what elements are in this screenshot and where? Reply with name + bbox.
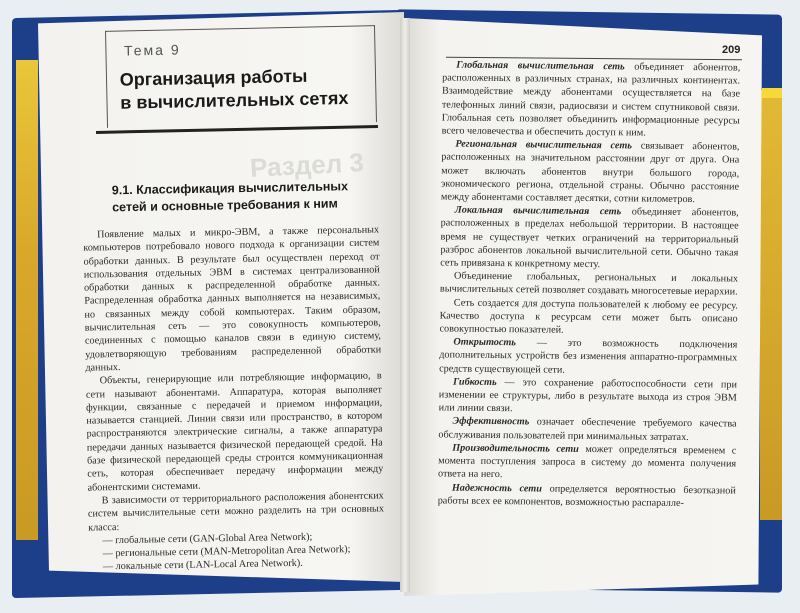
term: Региональная вычислительная сеть — [455, 138, 632, 152]
paragraph-text: объединяет абонентов, расположенных в различных странах, на различных континентах. Взаимодействие между абонентами осуществляется на базе телефонных линий связи, радиосвязи и систем спутниковой связи. Глобальная сеть позволяет объединить информационные ресурсы всего человечества и обеспечить доступ к ним. — [441, 61, 741, 139]
paragraph: Появление малых и микро-ЭВМ, а также персональных компьютеров потребовало нового подхода к организации систем обработки данных. В результате был осуществлен переход от использования отдельных ЭВМ в системах централизованной обработки данных к распределенной обработке данных. Распределенная обработка данных выполняется на независимых, но связанных между собой компьютерах. Таким образом, вычислительная сеть — это совокупность компьютеров, соединенных с помощью каналов связи в единую систему, удовлетворяющую требованиям распределенной обработки данных. — [83, 224, 382, 374]
term: Надежность сети — [451, 482, 542, 495]
paragraph: В зависимости от территориального расположения абонентских систем вычислительные сети можно разделить на три основных класса: — [87, 490, 385, 534]
paragraph-text: связывает абонентов, расположенных на значительном расстоянии друг от друга. Она может включать абонентов внутри большого города, экономического региона, отдельной страны. Обычно расстояние между абонентами составляет десятки, сотни километров. — [440, 140, 740, 206]
right-page-body — [438, 58, 741, 510]
page-number: 209 — [722, 44, 741, 56]
term: Производительность сети — [452, 442, 579, 455]
paragraph: Объекты, генерирующие или потребляющие информацию, в сети называют абонентами. Аппаратура, которая выполняет функции, связанные с передачей и приемом информации, называется станцией. Линии связи или пространство, в котором распространяются электрические сигналы, а также аппаратура передачи данных называется физической передающей средой. На базе физической передающей среды строится коммуникационная сеть, которая обеспечивает передачу информации между абонентскими системами. — [85, 370, 384, 494]
section-title: 9.1. Классификация вычислительных сетей и основные требования к ним — [111, 179, 349, 215]
paragraph — [439, 336, 737, 379]
term: Открытость — [453, 336, 517, 349]
theme-label: Тема 9 — [123, 41, 181, 59]
paragraph — [441, 138, 740, 207]
list-item: — глобальные сети (GAN-Global Area Network); — [102, 531, 313, 547]
list-item: — региональные сети (MAN-Metropolitan Area Network); — [102, 544, 351, 560]
paragraph — [440, 204, 739, 273]
paragraph-text: — это сохранение работоспособности сети при изменении ее структуры, либо в результате выхода из строя ЭВМ или линии связи. — [438, 376, 738, 415]
cover-band — [762, 88, 782, 98]
term: Эффективность — [452, 416, 530, 428]
paragraph — [439, 375, 737, 418]
term: Гибкость — [452, 376, 497, 388]
cover-stripe-right — [760, 90, 782, 520]
paragraph — [438, 441, 736, 484]
paragraph-text: — это возможность подключения дополнительных устройств без изменения аппаратно-программных средств существующей сети. — [439, 337, 738, 376]
list-item: — локальные сети (LAN-Local Area Network). — [102, 558, 303, 573]
paragraph-text: означает обеспечение требуемого качества обслуживания пользователей при минимальных затратах. — [438, 416, 737, 443]
paragraph — [438, 481, 736, 511]
paragraph-text: может определяться временем с момента поступления запроса в систему до момента получения ответа на него. — [437, 443, 737, 481]
paragraph — [439, 296, 737, 339]
paragraph — [442, 58, 741, 140]
chapter-title-line1: Организация работы — [119, 65, 308, 90]
paragraph-text: определяется вероятностью безотказной работы всех ее компонентов, возможностью распаралле- — [437, 483, 736, 509]
left-page-body — [83, 223, 385, 574]
paragraph — [438, 415, 736, 445]
paragraph-text: объединяет абонентов, расположенных в пределах небольшой территории. В настоящее время не существует четких ограничений на территориальный разброс абонентов локальной вычислительной сети. Обычно такая сеть привязана к конкретному месту. — [440, 206, 739, 271]
book-gutter — [400, 18, 410, 592]
term: Глобальная вычислительная сеть — [456, 59, 625, 73]
paragraph-text: Объединение глобальных, региональных и локальных вычислительных сетей позволяет создавать многосетевые иерархии. — [439, 270, 739, 299]
term: Локальная вычислительная сеть — [454, 204, 622, 218]
cover-stripe-left — [16, 60, 38, 540]
chapter-title — [120, 63, 381, 114]
chapter-title-line2: в вычислительных сетях — [120, 87, 349, 113]
paragraph-text: Сеть создается для доступа пользователей к любому ее ресурсу. Качество доступа к ресурсам сети может быть описано совокупностью показателей. — [439, 297, 738, 336]
show-through-text: Раздел 3 — [249, 147, 365, 183]
paragraph — [440, 270, 738, 300]
